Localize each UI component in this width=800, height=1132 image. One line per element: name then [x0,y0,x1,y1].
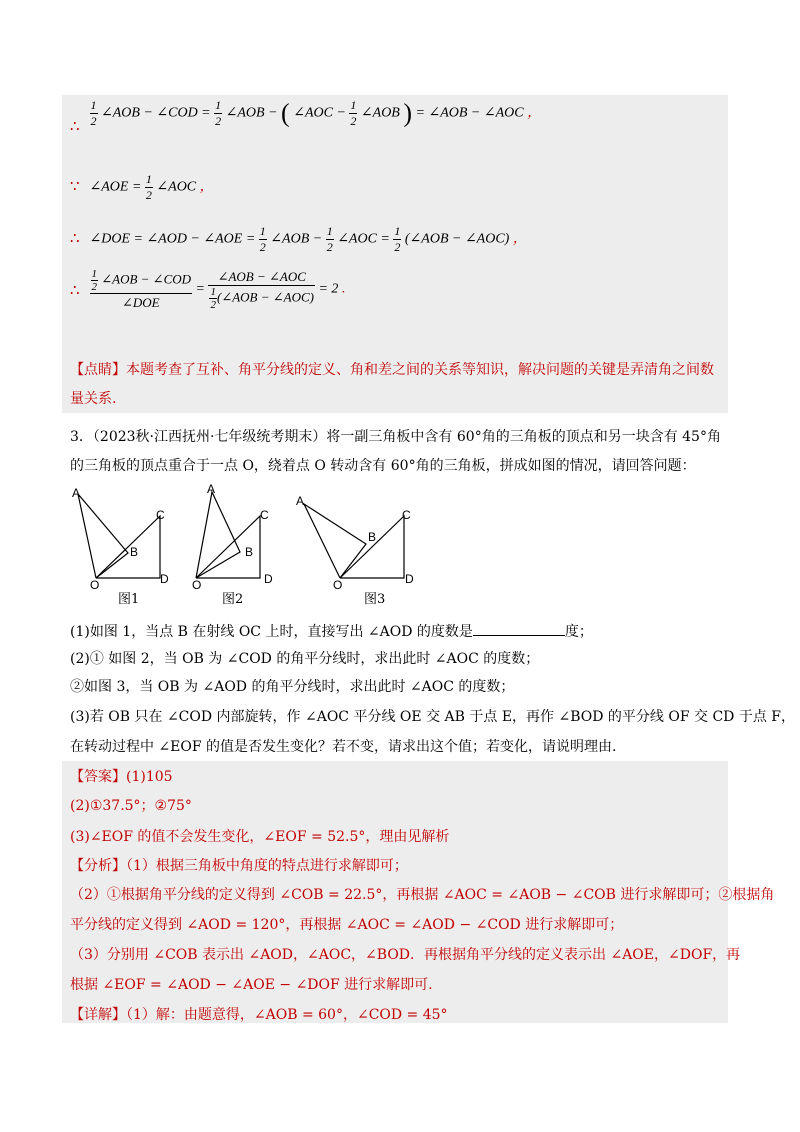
subquestion-1: (1)如图 1，当点 B 在射线 OC 上时，直接写出 ∠AOD 的度数是 度； [70,624,593,640]
detail-line-1: 【详解】（1）解：由题意得，∠AOB = 60°，∠COD = 45° [70,1007,448,1023]
fig2-D-label: D [264,572,273,586]
fig2-B-label: B [245,545,254,559]
fig1-B-label: B [130,545,139,559]
answer-line-3: (3)∠EOF 的值不会发生变化，∠EOF = 52.5°，理由见解析 [70,829,450,845]
fig3-C-label: C [402,508,411,522]
fig2-A-label: A [207,482,216,496]
subquestion-3-line-2: 在转动过程中 ∠EOF 的值是否发生变化？若不变，请求出这个值；若变化，请说明理由. [70,739,617,755]
fig3-O-label: O [333,578,343,592]
fig3-A-label: A [296,494,305,508]
dianjing-line-1: 【点睛】本题考查了互补、角平分线的定义、角和差之间的关系等知识，解决问题的关键是弄清角之间数 [70,362,714,378]
analysis-line-1: 【分析】（1）根据三角板中角度的特点进行求解即可； [70,858,408,874]
fig1-A-label: A [72,486,81,500]
subquestion-3-line-1: (3)若 OB 只在 ∠COD 内部旋转，作 ∠AOC 平分线 OE 交 AB 于点 E，再作 ∠BOD 的平分线 OF 交 CD 于点 F， [70,709,796,725]
fig3-D-label: D [405,572,414,586]
question-line-1: 3．（2023秋·江西抚州·七年级统考期末）将一副三角板中含有 60°角的三角板的顶点和另一块含有 45°角 [70,429,721,445]
analysis-line-3: 平分线的定义得到 ∠AOD = 120°，再根据 ∠AOC = ∠AOD − ∠COD 进行求解即可； [70,917,624,933]
fig1-C-label: C [156,508,165,522]
answer-tag: 【答案】 [70,769,126,785]
analysis-line-5: 根据 ∠EOF = ∠AOD − ∠AOE − ∠DOF 进行求解即可. [70,977,433,993]
subquestion-2-2: ②如图 3，当 OB 为 ∠AOD 的角平分线时，求出此时 ∠AOC 的度数； [70,679,515,695]
analysis-tag: 【分析】 [70,858,126,874]
fig1-O-label: O [90,578,100,592]
analysis-line-2: （2）①根据角平分线的定义得到 ∠COB = 22.5°，再根据 ∠AOC = ∠AOB − ∠COB 进行求解即可；②根据角 [70,887,775,903]
fig2-O-label: O [192,578,202,592]
answer-line-1: 【答案】(1)105 [70,769,173,785]
fig2-caption: 图2 [222,592,244,607]
answer-blank [473,623,565,636]
subquestion-2-1: (2)① 如图 2，当 OB 为 ∠COD 的角平分线时，求出此时 ∠AOC 的度数； [70,651,540,667]
fig1-D-label: D [160,572,169,586]
proof-line-3: ∴ ∠DOE = ∠AOD − ∠AOE = $\frac{1}{2}$ ∠AOB − $\frac{1}{2}$ ∠AOC = $\frac{1}{2}$ (∠AOB − ∠AOC) ， [70,224,527,254]
fig2-C-label: C [260,508,269,522]
proof-line-4: ∴ $\frac{1}{2}$ ∠AOB − ∠COD ∠DOE = ∠AOB − ∠AOC $\frac{1}{2}$ (∠AOB − ∠AOC) = 2 . [70,268,346,311]
fig1-caption: 图1 [118,592,140,607]
answer-line-2: (2)①37.5°；②75° [70,798,192,814]
analysis-line-4: （3）分别用 ∠COB 表示出 ∠AOD，∠AOC，∠BOD．再根据角平分线的定义表示出 ∠AOE，∠DOF，再 [70,947,741,963]
question-line-2: 的三角板的顶点重合于一点 O，绕着点 O 转动含有 60°角的三角板，拼成如图的情况，请回答问题： [70,458,696,474]
proof-line-2: ∵ ∠AOE = $\frac{1}{2}$ ∠AOC ， [70,172,214,202]
detail-tag: 【详解】 [70,1007,126,1023]
proof-line-1: ∴ $\frac{1}{2}$ ∠AOB − ∠COD = $\frac{1}{2}$ ∠AOB − ( ∠AOC − $\frac{1}{2}$ ∠AOB ) = ∠AOB − ∠AOC ， [70,98,542,135]
fig3-B-label: B [368,530,377,544]
dianjing-tag: 【点睛】 [70,362,126,378]
dianjing-line-2: 量关系. [70,391,117,407]
fig3-caption: 图3 [364,592,386,607]
